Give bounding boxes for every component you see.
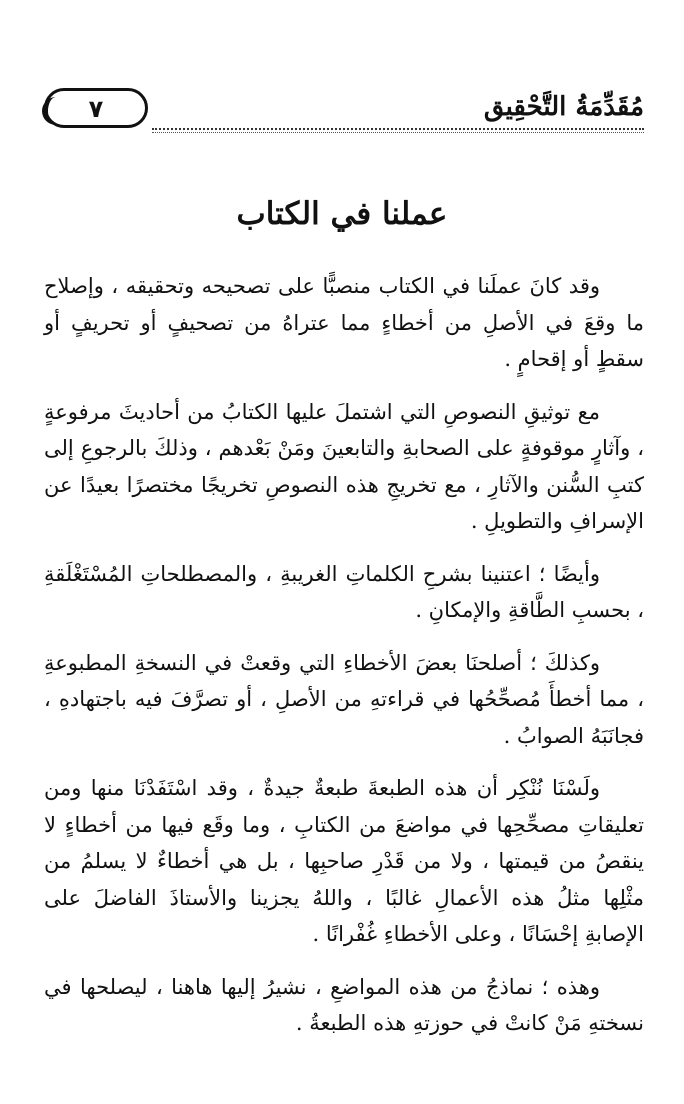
page-number: ٧ bbox=[88, 95, 104, 123]
page-header bbox=[42, 86, 644, 134]
paragraph: وهذه ؛ نماذجُ من هذه المواضعِ ، نشيرُ إليها هاهنا ، ليصلحها في نسختهِ مَنْ كانتْ في حوزتهِ هذه الطبعةُ . bbox=[44, 974, 644, 1035]
section-title: عملنا في الكتاب bbox=[236, 196, 448, 232]
paragraph: وكذلكَ ؛ أصلحنَا بعضَ الأخطاءِ التي وقعتْ في النسخةِ المطبوعةِ ، مما أخطأَ مُصحِّحُها في قراءتهِ من الأصلِ ، أو تصرَّفَ فيه باجتهادهِ ، فجانَبَهُ الصوابُ . bbox=[44, 650, 645, 748]
body-text bbox=[44, 268, 644, 1058]
paragraph: وقد كانَ عملَنا في الكتاب منصبًّا على تصحيحه وتحقيقه ، وإصلاح ما وقعَ في الأصلِ من أخطاءٍ مما عتراهُ من تصحيفٍ أو تحريفٍ أو سقطٍ أو إقحامٍ . bbox=[44, 274, 644, 371]
page-number-badge bbox=[44, 88, 148, 128]
paragraph: ولَسْنَا نُنْكِر أن هذه الطبعةَ طبعةٌ جيدةٌ ، وقد اسْتَفَدْنَا منها ومن تعليقاتِ مصحِّحِها في مواضعَ من الكتابِ ، وما وقَع فيها من أخطاءٍ لا ينقصُ من قيمتها ، ولا من قَدْرِ صاحبِها ، بل هي أخطاءٌ لا يسلمُ من مثْلِها مثلُ هذه الأعمالِ غالبًا ، واللهُ يجزينا والأستاذَ الفاضلَ على الإصابةِ إحْسَانًا ، وعلى الأخطاءِ غُفْرانًا . bbox=[44, 776, 644, 946]
header-divider bbox=[152, 128, 644, 130]
header-divider-secondary bbox=[152, 132, 644, 133]
running-title: مُقَدِّمَةُ التَّحْقِيق bbox=[483, 92, 644, 122]
paragraph: وأيضًا ؛ اعتنينا بشرحِ الكلماتِ الغريبةِ ، والمصطلحاتِ المُسْتَغْلَقةِ ، بحسبِ الطَّاقةِ والإمكانِ . bbox=[44, 561, 644, 622]
paragraph: مع توثيقِ النصوصِ التي اشتملَ عليها الكتابُ من أحاديثَ مرفوعةٍ ، وآثارٍ موقوفةٍ على الصحابةِ والتابعينَ ومَنْ بَعْدهم ، وذلكَ بالرجوعِ إلى كتبِ السُّنن والآثارِ ، مع تخريجِ هذه النصوصِ تخريجًا مختصرًا بعيدًا عن الإسرافِ والتطويلِ . bbox=[44, 399, 645, 533]
